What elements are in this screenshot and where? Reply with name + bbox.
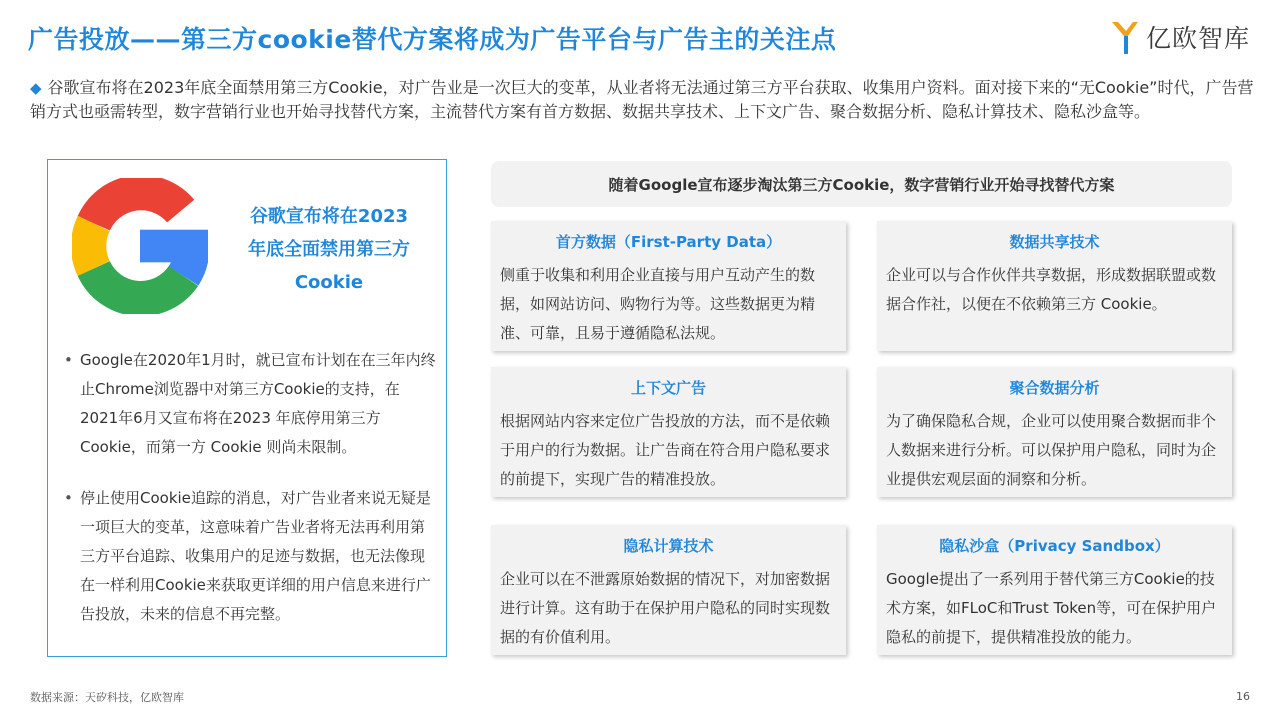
card-body: 根据网站内容来定位广告投放的方法，而不是依赖于用户的行为数据。让广告商在符合用户隐私要求的前提下，实现广告的精准投放。 xyxy=(500,412,831,488)
data-source-note: 数据来源：天矽科技，亿欧智库 xyxy=(30,691,184,704)
alternatives-banner: 随着Google宣布逐步淘汰第三方Cookie，数字营销行业开始寻找替代方案 xyxy=(491,161,1232,207)
card-title: 隐私沙盒（Privacy Sandbox） xyxy=(939,537,1170,555)
card-title: 首方数据（First-Party Data） xyxy=(555,233,782,251)
card-first-party-data xyxy=(491,221,846,351)
intro-text: 谷歌宣布将在2023年底全面禁用第三方Cookie，对广告业是一次巨大的变革，从业者将无法通过第三方平台获取、收集用户资料。面对接下来的“无Cookie”时代，广告营销方式也亟需转型，数字营销行业也开始寻找替代方案，主流替代方案有首方数据、数据共享技术、上下文广告、聚合数据分析、隐私计算技术、隐私沙盒等。 xyxy=(30,78,1254,121)
panel-bullet: • 停止使用Cookie追踪的消息，对广告业者来说无疑是一项巨大的变革，这意味着广告业者将无法再利用第三方平台追踪、收集用户的足迹与数据，也无法像现在一样利用Cookie来获取更详细的用户信息来进行广告投放，未来的信息不再完整。 xyxy=(62,484,436,629)
card-contextual-ads xyxy=(491,367,846,497)
card-body: 为了确保隐私合规，企业可以使用聚合数据而非个人数据来进行分析。可以保护用户隐私，同时为企业提供宏观层面的洞察和分析。 xyxy=(886,412,1217,488)
brand-logo-text: 亿欧智库 xyxy=(1145,24,1250,53)
card-title: 数据共享技术 xyxy=(1009,233,1100,251)
card-body: 企业可以与合作伙伴共享数据，形成数据联盟或数据合作社，以便在不依赖第三方 Cookie。 xyxy=(886,266,1217,313)
panel-bullets xyxy=(62,346,436,651)
card-body: 侧重于收集和利用企业直接与用户互动产生的数据，如网站访问、购物行为等。这些数据更为精准、可靠，且易于遵循隐私法规。 xyxy=(500,266,816,342)
page-title: 广告投放——第三方cookie替代方案将成为广告平台与广告主的关注点 xyxy=(28,25,837,54)
brand-logo xyxy=(1110,18,1250,56)
card-body: 企业可以在不泄露原始数据的情况下，对加密数据进行计算。这有助于在保护用户隐私的同时实现数据的有价值利用。 xyxy=(500,570,831,646)
card-title: 隐私计算技术 xyxy=(623,537,714,555)
panel-heading: 谷歌宣布将在2023年底全面禁用第三方Cookie xyxy=(248,206,410,293)
google-logo-icon xyxy=(72,178,208,314)
card-data-sharing xyxy=(877,221,1232,351)
card-body: Google提出了一系列用于替代第三方Cookie的技术方案，如FLoC和Trust Token等，可在保护用户隐私的前提下，提供精准投放的能力。 xyxy=(886,570,1217,646)
panel-bullet: • Google在2020年1月时，就已宣布计划在在三年内终止Chrome浏览器中对第三方Cookie的支持，在2021年6月又宣布将在2023 年底停用第三方Cookie，而第一方 Cookie 则尚未限制。 xyxy=(62,346,436,462)
card-privacy-computing xyxy=(491,525,846,655)
card-title: 聚合数据分析 xyxy=(1009,379,1100,397)
brand-logo-icon xyxy=(1110,18,1140,56)
card-aggregated-analysis xyxy=(877,367,1232,497)
left-panel xyxy=(47,159,447,657)
page-number: 16 xyxy=(1236,690,1250,703)
card-privacy-sandbox xyxy=(877,525,1232,655)
card-title: 上下文广告 xyxy=(630,379,706,397)
diamond-icon: ◆ xyxy=(30,79,42,97)
intro-paragraph xyxy=(30,76,1254,124)
